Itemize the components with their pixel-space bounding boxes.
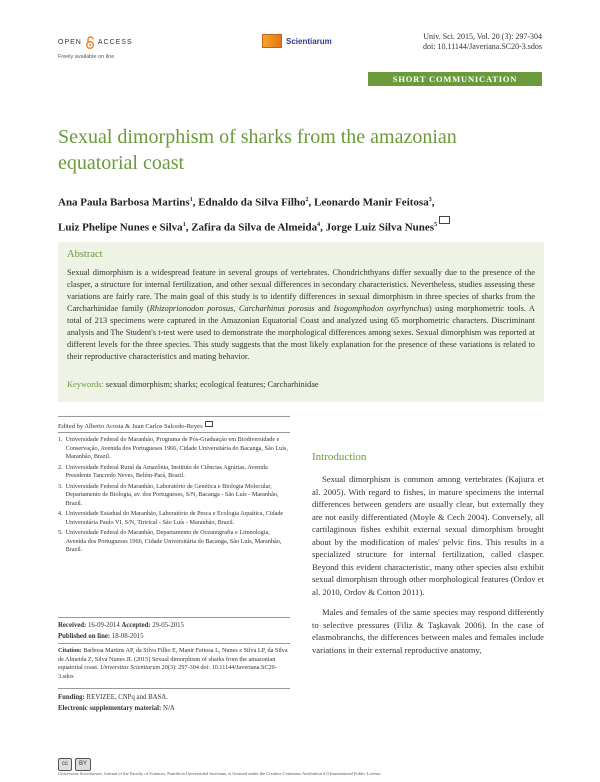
introduction-text [312,473,544,664]
cc-icon: cc [58,758,72,771]
cc-license-badge[interactable] [58,758,91,771]
author-list [58,189,548,238]
author-affiliation: 5 [434,221,438,228]
section-label: SHORT COMMUNICATION [368,72,542,86]
affiliation-text: Universidade Federal do Maranhão, Programa de Pós-Graduação em Biodiversidade e Conservação, Avenida dos Portugueses 1966, Cidade Universitária do Bacanga, São Luís, Maranhão, Brazil. [65,436,288,460]
email-icon[interactable] [439,216,450,224]
esm-text: N/A [163,705,175,712]
funding [58,692,290,703]
funding-label: Funding: [58,694,85,701]
affiliation-text: Universidade Estadual do Maranhão, Laboratório de Pesca e Ecologia Aquática, Cidade Universitária Paulo VI, S/N, Tirirical - São Luís - Maranhão, Brazil. [65,510,284,526]
open-label: OPEN [58,39,82,46]
funding-text: REVIZEE, CNPq and BASA. [86,694,168,701]
citation-label: Citation: [58,647,82,654]
divider [58,432,290,433]
abstract-part: ) using morphometric tools. A total of 213 specimens were captured in the Amazonian Equatorial Coast and analyzed using 65 morphometric characters. Discriminant analysis and The Student's t-test were used to demonstrate the morphological differences among sexes. Sexual dimorphism was reported at different levels for the three species. This study suggests that the most likely explanation for the presence of these variations is related to their reproductive characteristics and mating behavior. [67,304,535,361]
author-affiliation: 4 [317,221,321,228]
citation-block [58,647,290,681]
intro-paragraph: Males and females of the same species may respond differently to selective pressures (Filiz & Taşkavak 2006). In the case of elasmobranchs, the differences between males and females include variations in their external reproductive anatomy, [312,607,544,655]
author-name: Zafira da Silva de Almeida [191,221,318,234]
keywords-label: Keywords: [67,380,104,389]
edited-by-text: Edited by Alberto Acosta & Juan Carlos Salcedo-Reyes [58,423,203,430]
open-lock-icon [85,36,95,49]
affiliation-item [58,464,290,481]
abstract-heading: Abstract [67,249,103,260]
keywords-text: sexual dimorphism; sharks; ecological features; Carcharhinidae [105,380,319,389]
affiliation-text: Universidade Federal do Maranhão, Departamento de Oceanografia e Limnologia, Avenida dos Portugueses 1966, Cidade Universitária do Bacanga, São Luís, Maranhão, Brazil. [65,529,282,553]
divider [58,617,290,618]
citation-journal: Universitas Scientiarum [100,664,161,671]
affiliation-item [58,483,290,509]
funding-block [58,692,290,714]
affiliation-item [58,529,290,555]
author-line-2: Luiz Phelipe Nunes e Silva$^1$, Zafira da Silva de Almeida$^4$, Jorge Luiz Silva Nunes$^5$ [58,214,548,239]
received-date: 16-09-2014 [88,622,120,629]
citation-text: Barbosa Martins AP, da Silva Filho E, Manir Feitosa L, Nunes e Silva LP, da Silva de Almeida Z, Silva Nunes JL (2015) Sexual dimorphism of sharks from the amazonian equatorial coast. [58,647,288,671]
citation-tail[interactable]: 20(3): 297-304 doi: 10.11144/Javeriana.SC20-3.sdos [58,664,277,680]
edited-by [58,421,290,432]
journal-logo [262,34,332,48]
affiliation-text: Universidade Federal Rural da Amazônia, Instituto de Ciências Agrárias, Avenida Presidente Tancredo Neves, Belém-Pará, Brazil. [65,463,268,479]
introduction-heading: Introduction [312,451,367,463]
citation-volume: Univ. Sci. 2015, Vol. 20 (3): 297-304 [423,32,542,41]
affiliation-item [58,510,290,527]
abstract-text [67,267,535,363]
affiliation-number: 1. [58,436,63,443]
author-name: Leonardo Manir Feitosa [314,196,429,209]
journal-logo-text: Scientiarum [286,36,332,46]
affiliation-number: 3. [58,482,63,490]
author-affiliation: 2 [305,197,309,203]
affiliation-item [58,436,290,462]
divider [58,643,290,644]
author-name: Ana Paula Barbosa Martins [58,196,190,209]
author-affiliation: 1 [189,197,193,203]
intro-paragraph: Sexual dimorphism is common among vertebrates (Kajiura et al. 2005). With regard to fishes, in mature specimens the internal differences between genders are usually clear, but externally they are not easily differentiated (Moyle & Cech 2004). Conversely, all cartilaginous fishes exhibit external sexual dimorphism brought about by the modification of males' pelvic fins. This results in a specialized structure for internal fertilization, called clasper. Beyond this evident characteristic, many other species also exhibit sexual dimorphism through other morphological features (Ordov et al. 2010, Ordov & Cotton 2011). [312,474,544,597]
esm-label: Electronic supplementary material: [58,705,162,712]
by-icon: BY [75,758,91,771]
citation-header [423,32,542,52]
license-text [58,771,558,776]
access-label: ACCESS [97,39,133,46]
affiliation-number: 4. [58,510,63,517]
divider [58,416,290,417]
affiliation-number: 2. [58,463,63,471]
dates [58,620,290,642]
article-title: Sexual dimorphism of sharks from the amazonian equatorial coast [58,126,457,174]
author-affiliation: 1 [182,221,186,228]
published-date: 18-08-2015 [111,633,144,640]
accepted-date: 29-05-2015 [152,622,184,629]
keywords [67,380,535,389]
author-affiliation: 3 [428,197,432,203]
species-names: Rhizoprionodon porosus, Carcharhinus porosus [149,304,315,313]
abstract-part: Sexual dimorphism is a widespread feature in several groups of vertebrates. Chondrichthyans differ sexually due to the presence of the clasper, a structure for internal fertilization, and other sexual differences in secondary characteristics. Nevertheless, studies assessing these variations are fairly rare. The main goal of this study is to identify differences in sexual dimorphism in three species of sharks from the Carcharhinidae family ( [67,268,535,313]
email-icon[interactable] [205,421,213,427]
species-name: Isogomphodon oxyrhynchus [333,304,429,313]
abstract-and: and [314,304,334,313]
citation-doi[interactable]: doi: 10.11144/Javeriana.SC20-3.sdos [423,42,542,51]
affiliation-number: 5. [58,529,63,536]
freely-available-label: Freely available on line [58,54,115,60]
published [58,631,290,642]
footer-journal: Universitas Scientiarum [58,771,102,776]
journal-logo-icon [262,34,282,48]
received-label: Received: [58,622,87,629]
esm [58,703,290,714]
published-label: Published on line: [58,633,111,640]
open-access-logo [58,36,133,49]
author-name: Luiz Phelipe Nunes e Silva [58,221,183,234]
divider [58,688,290,689]
author-name: Ednaldo da Silva Filho [198,196,306,209]
footer-license: , Journal of the Faculty of Sciences, Pontificia Universidad Javeriana, is licensed under the Creative Commons Attribution 4.0 International Public License [101,771,381,776]
received-accepted [58,620,290,631]
author-name: Jorge Luiz Silva Nunes [325,221,435,234]
accepted-label: Accepted: [121,622,151,629]
affiliations [58,436,290,557]
affiliation-text: Universidade Federal do Maranhão, Laboratório de Genética e Biologia Molecular, Departamento de Biologia, av. dos Portugueses, S/N, Bacanga - São Luís - Maranhão, Brazil. [65,482,279,507]
author-line-1: Ana Paula Barbosa Martins$^1$, Ednaldo da Silva Filho$^2$, Leonardo Manir Feitosa$^3$, [58,196,435,209]
